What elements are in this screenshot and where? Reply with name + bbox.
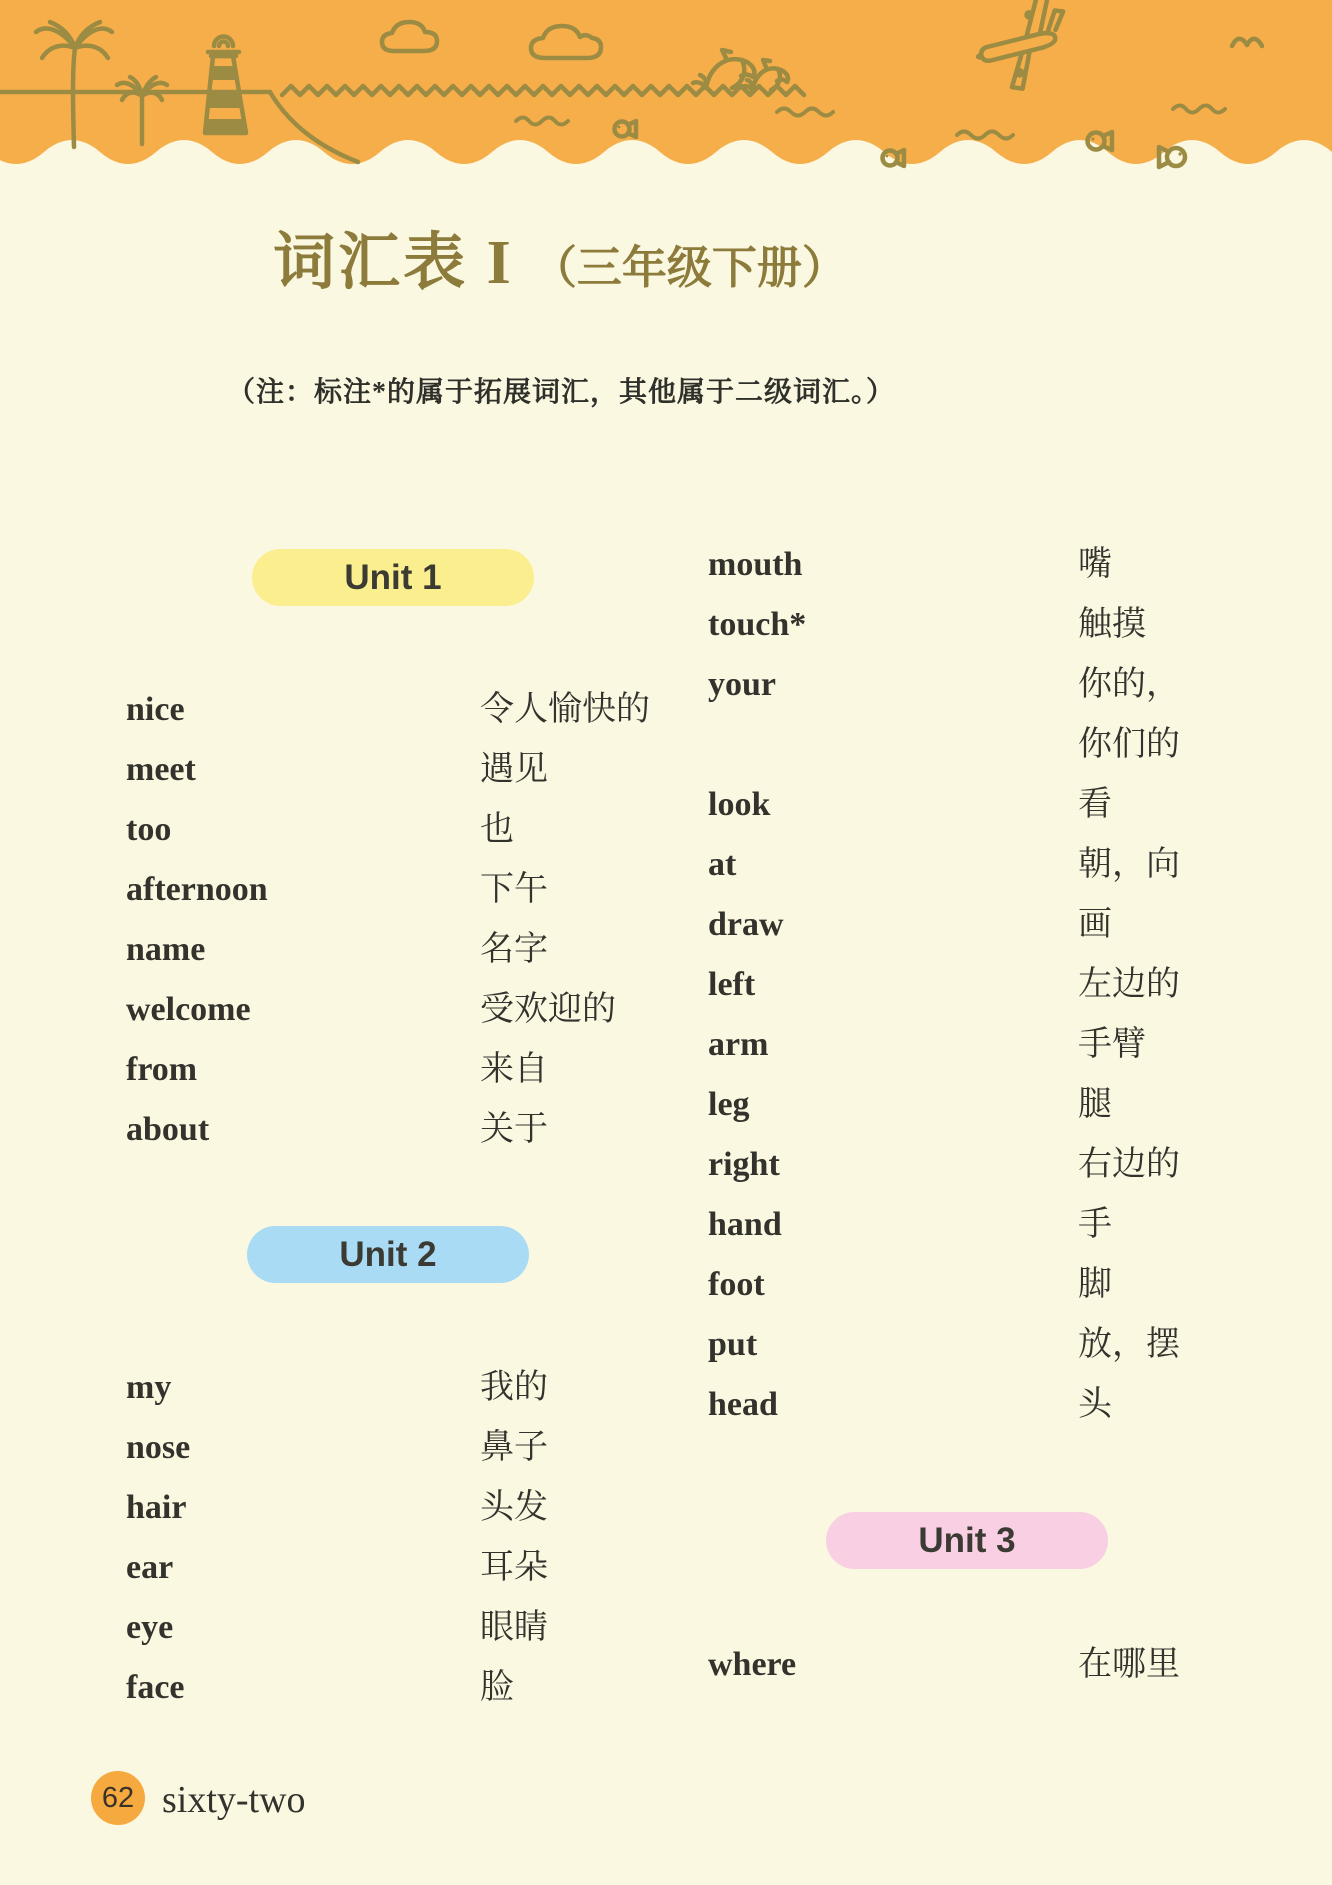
- chinese-meaning: 你的，: [1078, 666, 1180, 703]
- chinese-meaning: 令人愉快的: [480, 691, 650, 728]
- chinese-meaning: 手臂: [1078, 1026, 1146, 1063]
- vocab-row: [0, 903, 1332, 947]
- page-title: [0, 212, 1120, 301]
- english-word: name: [126, 931, 206, 968]
- english-word: mouth: [708, 546, 803, 583]
- english-word: face: [126, 1669, 185, 1706]
- english-word: nice: [126, 691, 185, 728]
- page-number-badge: [91, 1771, 145, 1825]
- vocab-row: [0, 843, 1332, 887]
- chinese-meaning: 左边的: [1078, 966, 1180, 1003]
- chinese-meaning: 腿: [1078, 1086, 1112, 1123]
- vocab-row: [0, 1323, 1332, 1367]
- vocab-row: [0, 1426, 1332, 1470]
- chinese-meaning: 放，摆: [1078, 1326, 1180, 1363]
- chinese-meaning: 耳朵: [480, 1549, 548, 1586]
- english-word: draw: [708, 906, 784, 943]
- english-word: touch*: [708, 606, 807, 643]
- chinese-meaning: 头发: [480, 1489, 548, 1526]
- english-word: welcome: [126, 991, 251, 1028]
- english-word: my: [126, 1369, 172, 1406]
- english-word: leg: [708, 1086, 750, 1123]
- english-word: hand: [708, 1206, 782, 1243]
- vocab-row: [0, 1083, 1332, 1127]
- chinese-meaning: 眼睛: [480, 1609, 548, 1646]
- chinese-meaning: 受欢迎的: [480, 991, 616, 1028]
- chinese-meaning: 脸: [480, 1669, 514, 1706]
- chinese-meaning: 右边的: [1078, 1146, 1180, 1183]
- english-word: about: [126, 1111, 210, 1148]
- page-title-main: 词汇表 I: [273, 229, 514, 297]
- page-number: 62: [101, 1781, 135, 1814]
- english-word: right: [708, 1146, 780, 1183]
- vocab-row: [0, 1203, 1332, 1247]
- english-word: foot: [708, 1266, 765, 1303]
- vocab-row: [0, 1546, 1332, 1590]
- vocab-row: [0, 603, 1332, 647]
- chinese-meaning: 你们的: [1078, 726, 1180, 763]
- fish-icon: [1159, 147, 1185, 167]
- chinese-meaning: 在哪里: [1078, 1646, 1180, 1683]
- english-word: arm: [708, 1026, 769, 1063]
- chinese-meaning: 遇见: [480, 751, 548, 788]
- english-word: at: [708, 846, 737, 883]
- unit-2-badge: Unit 2: [247, 1226, 529, 1283]
- chinese-meaning: 鼻子: [480, 1429, 548, 1466]
- chinese-meaning: 关于: [480, 1111, 548, 1148]
- chinese-meaning: 头: [1078, 1386, 1112, 1423]
- english-word: meet: [126, 751, 196, 788]
- chinese-meaning: 脚: [1078, 1266, 1112, 1303]
- chinese-meaning: 朝，向: [1078, 846, 1180, 883]
- vocab-row: [0, 543, 1332, 587]
- english-word: put: [708, 1326, 758, 1363]
- english-word: left: [708, 966, 756, 1003]
- english-word: head: [708, 1386, 778, 1423]
- vocab-row: [0, 1383, 1332, 1427]
- chinese-meaning: 下午: [480, 871, 548, 908]
- english-word: hair: [126, 1489, 187, 1526]
- page-title-sub: （三年级下册）: [531, 243, 847, 293]
- vocab-row: [0, 1263, 1332, 1307]
- english-word: too: [126, 811, 172, 848]
- chinese-meaning: 我的: [480, 1369, 548, 1406]
- note-text: （注：标注*的属于拓展词汇，其他属于二级词汇。）: [226, 377, 895, 408]
- vocab-row: [0, 1486, 1332, 1530]
- english-word: nose: [126, 1429, 191, 1466]
- vocab-row: [0, 1143, 1332, 1187]
- chinese-meaning: 画: [1078, 906, 1112, 943]
- vocab-row: [0, 723, 1332, 767]
- chinese-meaning: 手: [1078, 1206, 1112, 1243]
- vocab-row: [0, 783, 1332, 827]
- beach-banner-illustration: [0, 0, 1332, 185]
- banner-background: [0, 0, 1332, 164]
- vocab-row: [0, 963, 1332, 1007]
- chinese-meaning: 嘴: [1078, 546, 1112, 583]
- chinese-meaning: 触摸: [1078, 606, 1146, 643]
- vocab-row: [0, 1643, 1332, 1687]
- vocab-row: [0, 1023, 1332, 1067]
- english-word: afternoon: [126, 871, 268, 908]
- english-word: look: [708, 786, 771, 823]
- chinese-meaning: 来自: [480, 1051, 548, 1088]
- unit-1-badge: Unit 1: [252, 549, 534, 606]
- english-word: where: [708, 1646, 797, 1683]
- unit-3-badge: Unit 3: [826, 1512, 1108, 1569]
- chinese-meaning: 名字: [480, 931, 548, 968]
- english-word: ear: [126, 1549, 174, 1586]
- vocab-row: [0, 663, 1332, 707]
- english-word: your: [708, 666, 776, 703]
- english-word: eye: [126, 1609, 174, 1646]
- page-number-word: sixty-two: [162, 1779, 306, 1821]
- chinese-meaning: 也: [480, 811, 514, 848]
- english-word: from: [126, 1051, 198, 1088]
- chinese-meaning: 看: [1078, 786, 1112, 823]
